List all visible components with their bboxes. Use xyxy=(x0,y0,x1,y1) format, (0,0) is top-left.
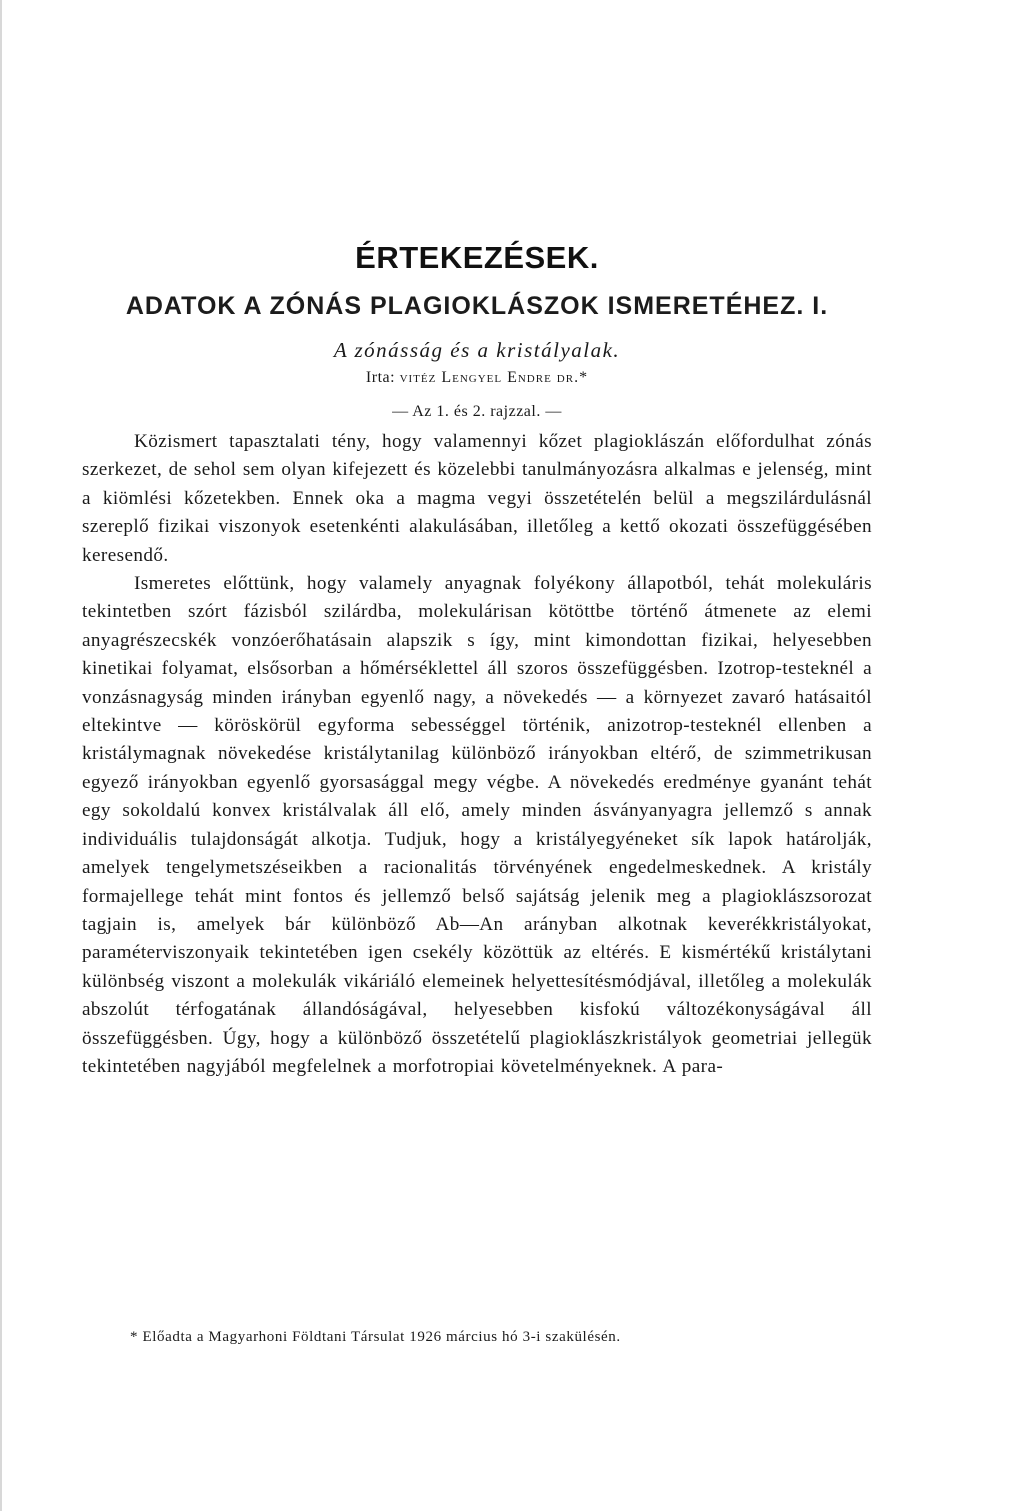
author-prefix: Irta: xyxy=(365,369,396,386)
paragraph-1: Közismert tapasztalati tény, hogy valamennyi kőzet plagioklászán előfordulhat zónás szerkezet, de sehol sem olyan kifejezett és közelebbi tanulmányozásra alkalmas e jelenség, mint a kiömlési kőzetekben. Ennek oka a magma vegyi összetételén belül a megszilárdulásnál szereplő fizikai viszonyok esetenkénti alakulásában, illetőleg a kettő okozati összefüggésében keresendő. xyxy=(82,431,872,566)
body-text xyxy=(82,428,872,1081)
author-name: vitéz Lengyel Endre dr.* xyxy=(399,369,589,386)
figures-note: — Az 1. és 2. rajzzal. — xyxy=(392,403,562,420)
section-heading: ÉRTEKEZÉSEK. xyxy=(355,240,599,275)
document-page xyxy=(82,238,872,1081)
paragraph-2: Ismeretes előttünk, hogy valamely anyagnak folyékony állapotból, tehát molekuláris tekintetben szórt fázisból szilárdba, molekulárisan kötöttbe történő átmenete az elemi anyagrészecskék vonzóerőhatásain alapszik s így, mint kimondottan fizikai, helyesebben kinetikai folyamat, elsősorban a hőmérséklettel áll szoros összefüggésben. Izotrop-testeknél a vonzásnagyság minden irányban egyenlő nagy, a növekedés — a környezet zavaró hatásaitól eltekintve — köröskörül egyforma sebességgel történik, anizotrop-testeknél ellenben a kristálymagnak növekedése kristálytanilag különböző irányokban eltérő, de szimmetrikusan egyező irányokban egyenlő gyorsasággal megy végbe. A növekedés eredménye gyanánt tehát egy sokoldalú konvex kristálvalak áll elő, amely minden ásványanyagra jellemző s annak individuális tulajdonságát alkotja. Tudjuk, hogy a kristályegyéneket sík lapok határolják, amelyek tengelymetszéseikben a racionalitás törvényének engedelmeskednek. A kristály formajellege tehát mint fontos és jellemző belső sajátság jelenik meg a plagioklászsorozat tagjain is, amelyek bár különböző Ab—An arányban alkotnak keverékkristályokat, paraméterviszonyaik tekintetében igen csekély közöttük az eltérés. E kismértékű kristálytani különbség viszont a molekulák vikáriáló elemeinek helyettesítésmódjával, illetőleg a molekulák abszolút térfogatának állandóságával, helyesebben kisfokú változékonyságával áll összefüggésben. Úgy, hogy a különböző összetételű plagioklászkristályok geometriai jellegük tekintetében nagyjából megfelelnek a morfotropiai követelményeknek. A para- xyxy=(82,573,872,1077)
author-line xyxy=(82,366,872,390)
article-title: ADATOK A ZÓNÁS PLAGIOKLÁSZOK ISMERETÉHEZ. I. xyxy=(125,292,829,320)
article-subtitle: A zónásság és a kristályalak. xyxy=(333,338,621,362)
footnote: * Előadta a Magyarhoni Földtani Társulat 1926 március hó 3-i szakülésén. xyxy=(130,1329,621,1345)
scan-margin xyxy=(0,0,11,1511)
scan-edge-line xyxy=(0,0,2,1511)
